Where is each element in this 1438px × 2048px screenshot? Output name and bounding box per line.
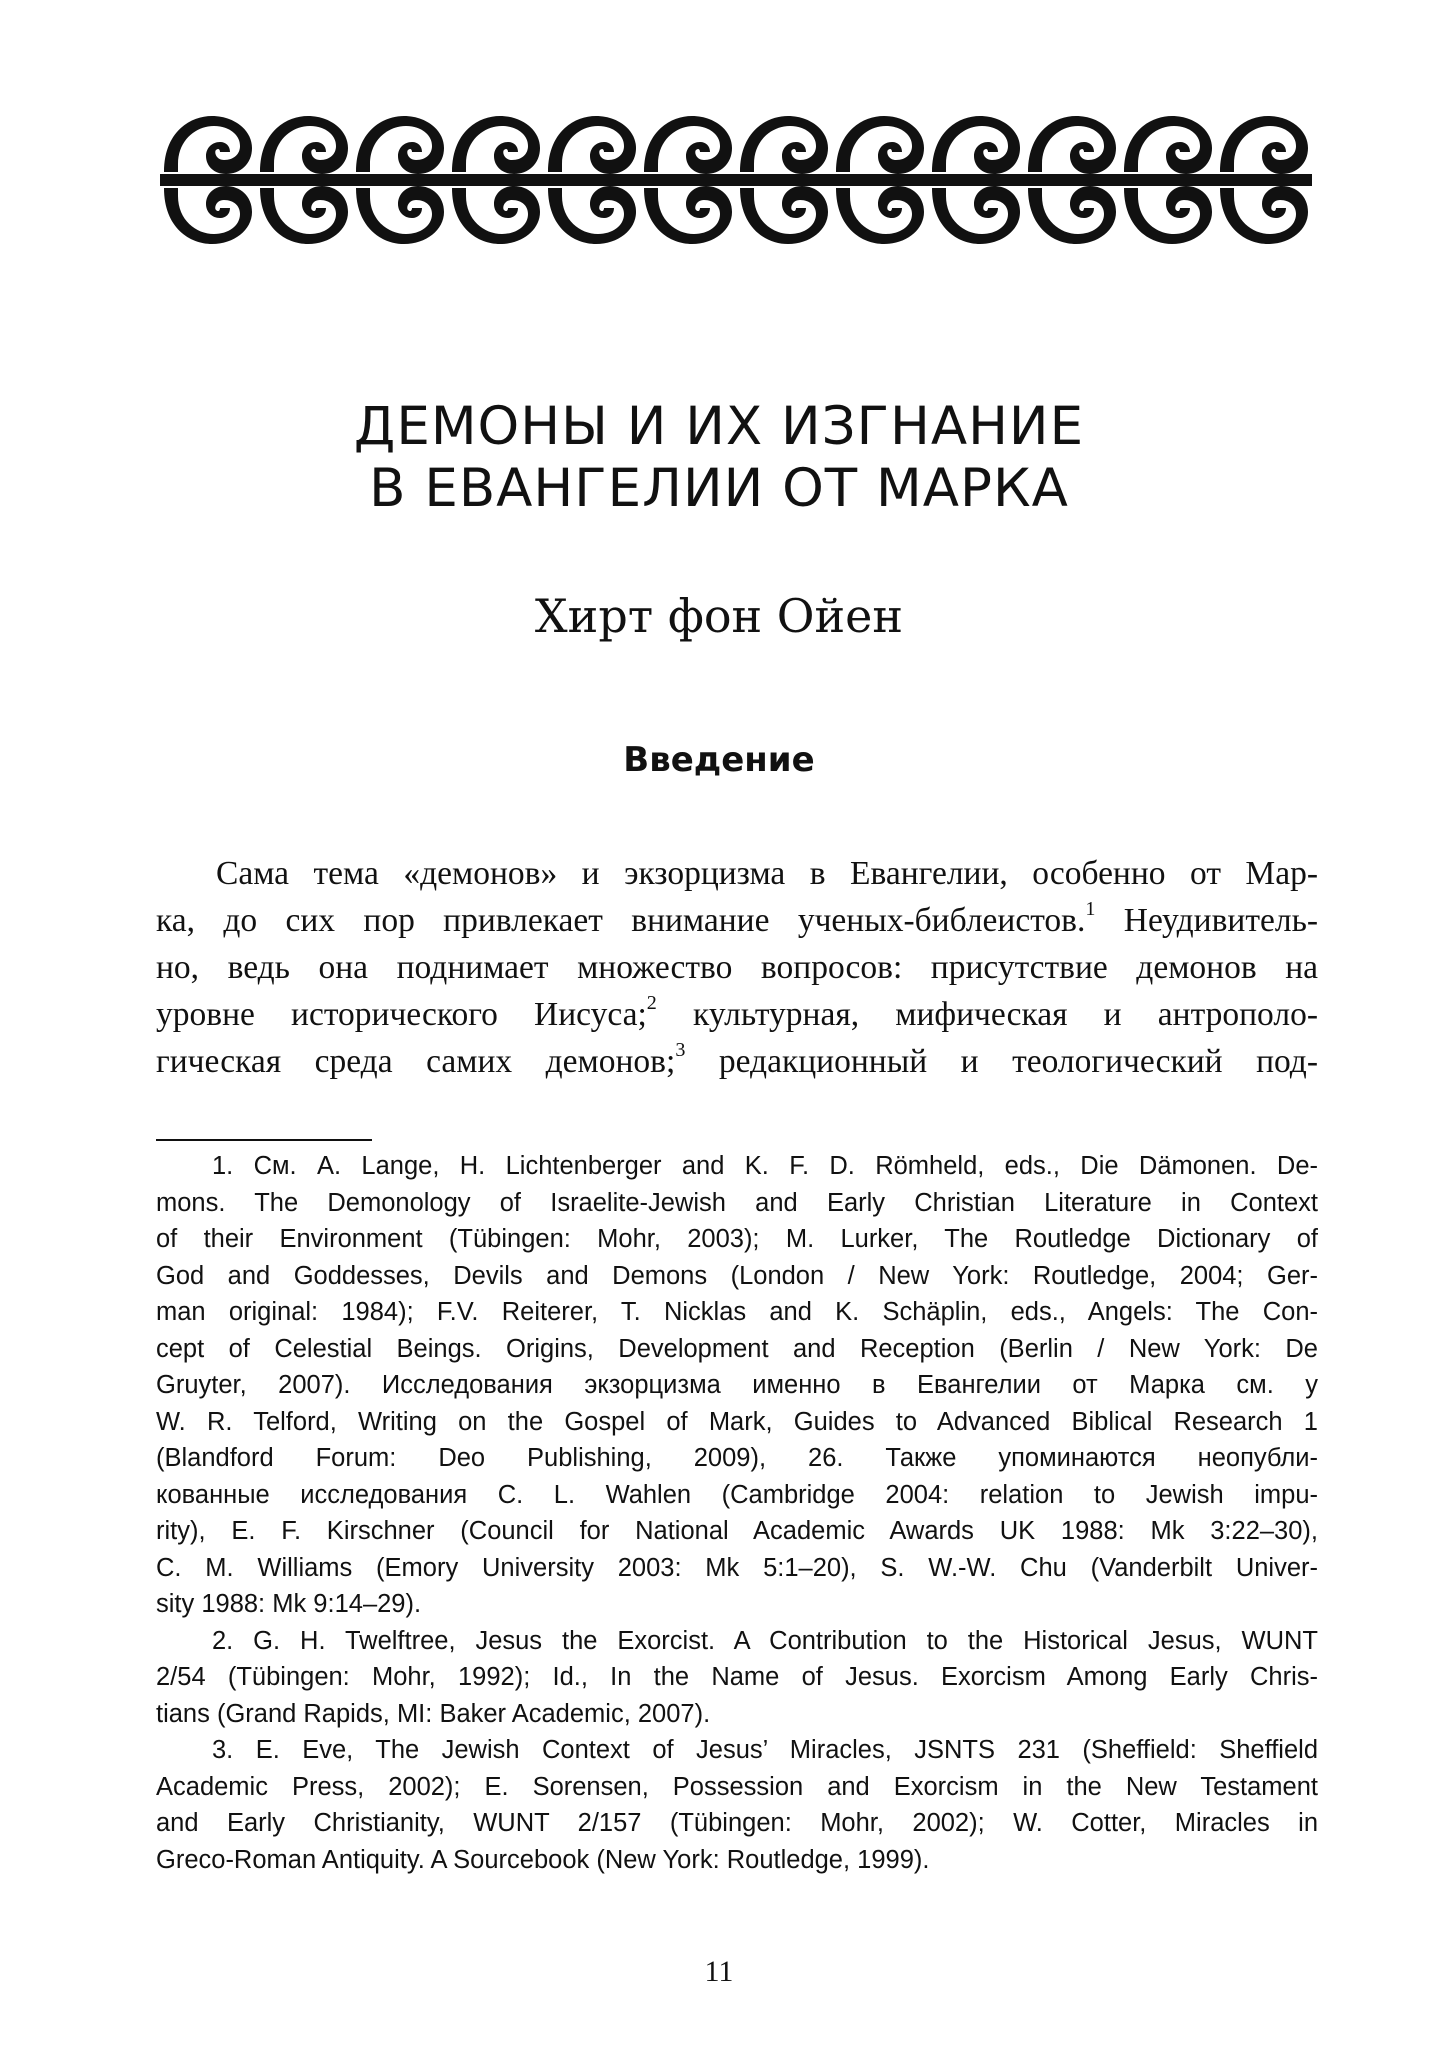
- footnote-line: cept of Celestial Beings. Origins, Development and Reception (Berlin / New York: De: [156, 1334, 1318, 1363]
- section-heading: Введение: [623, 740, 815, 780]
- footnote-line: Greco-Roman Antiquity. A Sourcebook (New York: Routledge, 1999).: [156, 1845, 930, 1874]
- footnote-line: кованные исследования C. L. Wahlen (Cambridge 2004: relation to Jewish impu-: [156, 1480, 1318, 1509]
- body-text-segment: гическая среда самих демонов;: [156, 1043, 676, 1080]
- footnote-line: sity 1988: Mk 9:14–29).: [156, 1590, 422, 1618]
- footnote-line: W. R. Telford, Writing on the Gospel of Mark, Guides to Advanced Biblical Research 1: [156, 1407, 1318, 1436]
- footnote-line: mons. The Demonology of Israelite-Jewish and Early Christian Literature in Context: [156, 1188, 1318, 1217]
- footnote-line: God and Goddesses, Devils and Demons (London / New York: Routledge, 2004; Ger-: [156, 1261, 1318, 1290]
- footnote-line: rity), E. F. Kirschner (Council for National Academic Awards UK 1988: Mk 3:22–30),: [156, 1517, 1318, 1545]
- footnote-line: Gruyter, 2007). Исследования экзорцизма именно в Евангелии от Марка см. у: [156, 1371, 1318, 1399]
- footnote-line: of their Environment (Tübingen: Mohr, 2003); M. Lurker, The Routledge Dictionary of: [156, 1225, 1318, 1253]
- article-title: [0, 396, 1438, 520]
- footnote-line: 1. См. A. Lange, H. Lichtenberger and K. F. D. Römheld, eds., Die Dämonen. De-: [212, 1152, 1318, 1180]
- body-text-segment: культурная, мифическая и антрополо-: [656, 996, 1318, 1033]
- body-line: но, ведь она поднимает множество вопросов: присутствие демонов на: [156, 949, 1318, 986]
- footnote-ref-2[interactable]: 2: [646, 991, 657, 1014]
- footnote-line: tians (Grand Rapids, MI: Baker Academic, 2007).: [156, 1699, 711, 1728]
- footnote-2: [156, 1623, 1318, 1733]
- footnote-line: 2/54 (Tübingen: Mohr, 1992); Id., In the Name of Jesus. Exorcism Among Early Chris-: [156, 1663, 1318, 1691]
- body-line: [156, 1038, 1318, 1085]
- article-title-line-2: В ЕВАНГЕЛИИ ОТ МАРКА: [369, 458, 1069, 519]
- body-text-segment: ка, до сих пор привлекает внимание ученых-библеистов.: [156, 902, 1086, 939]
- body-line: [156, 991, 1318, 1038]
- body-text-segment: уровне исторического Иисуса;: [156, 996, 647, 1033]
- footnote-line: 2. G. H. Twelftree, Jesus the Exorcist. A Contribution to the Historical Jesus, WUNT: [212, 1626, 1318, 1655]
- footnote-line: and Early Christianity, WUNT 2/157 (Tübingen: Mohr, 2002); W. Cotter, Miracles in: [156, 1809, 1318, 1837]
- body-line: Сама тема «демонов» и экзорцизма в Евангелии, особенно от Мар-: [216, 855, 1318, 892]
- body-text-segment: Неудивитель-: [1095, 902, 1319, 939]
- footnote-3: [156, 1732, 1318, 1878]
- body-text-segment: редакционный и теологический под-: [685, 1043, 1318, 1080]
- scroll-ornament-band-icon: [160, 112, 1312, 248]
- footnote-ref-1[interactable]: 1: [1085, 897, 1096, 920]
- footnote-1: [156, 1148, 1318, 1623]
- author-name: Хирт фон Ойен: [534, 589, 904, 643]
- page-number: 11: [704, 1955, 734, 1988]
- body-paragraph: [156, 850, 1318, 1085]
- article-title-line-1: ДЕМОНЫ И ИХ ИЗГНАНИЕ: [353, 396, 1085, 457]
- footnote-line: Academic Press, 2002); E. Sorensen, Possession and Exorcism in the New Testament: [156, 1772, 1318, 1801]
- footnote-ref-3[interactable]: 3: [675, 1038, 686, 1061]
- footnote-line: man original: 1984); F.V. Reiterer, T. Nicklas and K. Schäplin, eds., Angels: The Con-: [156, 1298, 1318, 1326]
- body-line: [156, 897, 1318, 944]
- footnote-line: C. M. Williams (Emory University 2003: Mk 5:1–20), S. W.-W. Chu (Vanderbilt Univer-: [156, 1553, 1318, 1582]
- footnote-line: 3. E. Eve, The Jewish Context of Jesus’ Miracles, JSNTS 231 (Sheffield: Sheffield: [212, 1736, 1318, 1764]
- footnotes: [156, 1148, 1318, 1878]
- footnote-line: (Blandford Forum: Deo Publishing, 2009), 26. Также упоминаются неопубли-: [156, 1444, 1318, 1472]
- footnote-separator: [156, 1139, 372, 1141]
